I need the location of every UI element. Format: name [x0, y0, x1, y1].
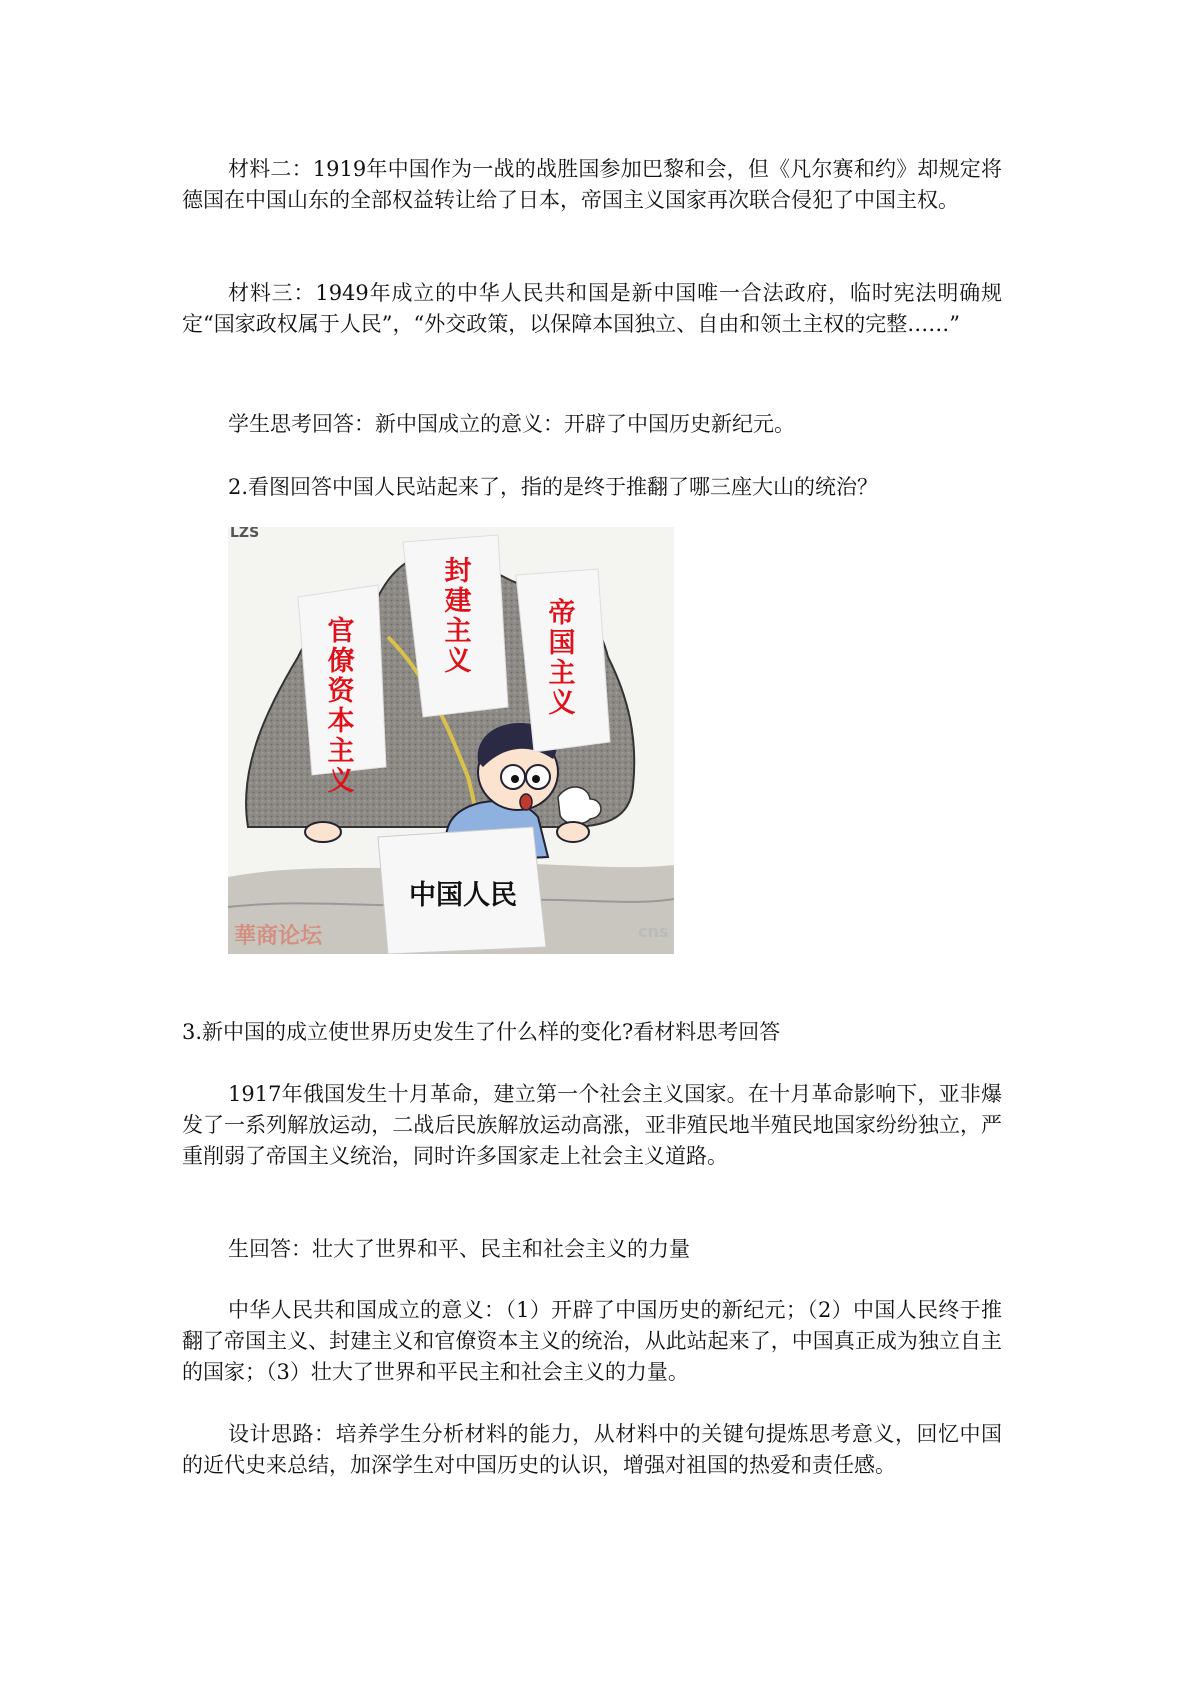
label-feudalism: 封建主义	[444, 556, 472, 677]
label-bureaucratic-capitalism: 官僚资本主义	[327, 616, 355, 797]
person-mouth	[520, 794, 532, 810]
paragraph-significance: 中华人民共和国成立的意义：（1）开辟了中国历史的新纪元；（2）中国人民终于推翻了帝国主义、封建主义和官僚资本主义的统治，从此站起来了，中国真正成为独立自主的国家；（3）壮大了世界和平民主和社会主义的力量。	[182, 1298, 1002, 1384]
paragraph-design-rationale: 设计思路：培养学生分析材料的能力，从材料中的关键句提炼思考意义，回忆中国的近代史来总结，加深学生对中国历史的认识，增强对祖国的热爱和责任感。	[182, 1422, 1002, 1477]
three-mountains-cartoon	[228, 527, 674, 954]
person-pupil-right	[532, 775, 540, 783]
paragraph-october-revolution: 1917年俄国发生十月革命，建立第一个社会主义国家。在十月革命影响下，亚非爆发了一系列解放运动，二战后民族解放运动高涨，亚非殖民地半殖民地国家纷纷独立，严重削弱了帝国主义统治，同时许多国家走上社会主义道路。	[182, 1082, 1002, 1168]
paragraph-student-answer: 学生思考回答：新中国成立的意义：开辟了中国历史新纪元。	[228, 412, 795, 436]
corner-mark: LZS	[230, 527, 260, 541]
person-pupil-left	[511, 775, 519, 783]
paragraph-question-two: 2.看图回答中国人民站起来了，指的是终于推翻了哪三座大山的统治？	[228, 475, 879, 499]
paragraph-material-three: 材料三：1949年成立的中华人民共和国是新中国唯一合法政府，临时宪法明确规定“国家政权属于人民”，“外交政策，以保障本国独立、自由和领土主权的完整……”	[182, 281, 1002, 336]
paragraph-question-three: 3.新中国的成立使世界历史发生了什么样的变化?看材料思考回答	[182, 1020, 781, 1044]
label-chinese-people: 中国人民	[409, 880, 517, 911]
watermark-right: cns	[638, 922, 669, 941]
paragraph-student-reply: 生回答：壮大了世界和平、民主和社会主义的力量	[228, 1237, 690, 1261]
person-hand-right	[557, 822, 589, 842]
paragraph-material-two: 材料二：1919年中国作为一战的战胜国参加巴黎和会，但《凡尔赛和约》却规定将德国在中国山东的全部权益转让给了日本，帝国主义国家再次联合侵犯了中国主权。	[182, 157, 1002, 212]
watermark-left: 華商论坛	[234, 924, 323, 949]
person-hand-left	[305, 822, 341, 842]
label-imperialism: 帝国主义	[548, 598, 576, 719]
